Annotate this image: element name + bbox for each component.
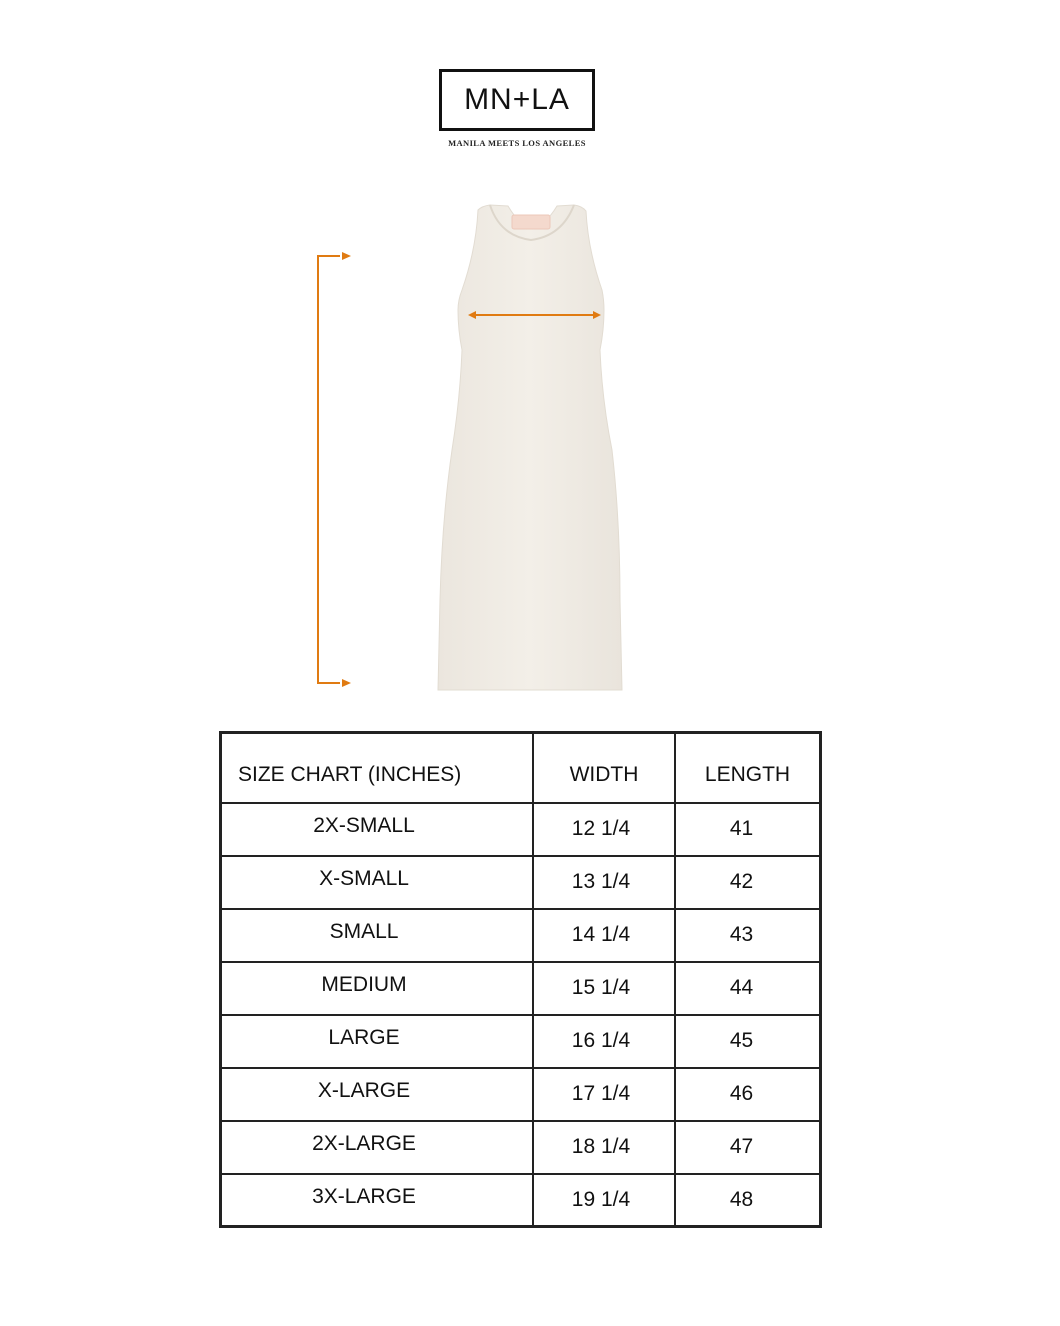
size-chart-table [219,731,822,1228]
table-row [221,856,821,909]
size-cell: X-LARGE [221,1068,534,1121]
length-cell: 41 [675,803,821,856]
length-cell: 46 [675,1068,821,1121]
dress-image [438,205,622,690]
width-cell: 15 1/4 [533,962,675,1015]
width-cell: 19 1/4 [533,1174,675,1227]
size-cell: SMALL [221,909,534,962]
size-cell: 2X-SMALL [221,803,534,856]
size-cell: 3X-LARGE [221,1174,534,1227]
length-cell: 45 [675,1015,821,1068]
header-width: WIDTH [533,733,675,803]
size-cell: X-SMALL [221,856,534,909]
table-row [221,1068,821,1121]
size-cell: LARGE [221,1015,534,1068]
brand-tagline: MANILA MEETS LOS ANGELES [448,138,586,148]
width-cell: 17 1/4 [533,1068,675,1121]
table-row [221,1121,821,1174]
length-measure-arrow [318,252,351,687]
header-size: SIZE CHART (INCHES) [221,733,534,803]
length-cell: 47 [675,1121,821,1174]
length-cell: 42 [675,856,821,909]
table-row [221,909,821,962]
table-row [221,962,821,1015]
width-cell: 14 1/4 [533,909,675,962]
width-cell: 16 1/4 [533,1015,675,1068]
length-cell: 44 [675,962,821,1015]
table-row [221,1015,821,1068]
size-cell: 2X-LARGE [221,1121,534,1174]
table-row [221,1174,821,1227]
width-cell: 13 1/4 [533,856,675,909]
width-cell: 18 1/4 [533,1121,675,1174]
table-row [221,803,821,856]
brand-logo-text: MN+LA [464,83,570,116]
width-cell: 12 1/4 [533,803,675,856]
size-cell: MEDIUM [221,962,534,1015]
size-chart-header-row [221,733,821,803]
length-cell: 43 [675,909,821,962]
length-cell: 48 [675,1174,821,1227]
header-length: LENGTH [675,733,821,803]
